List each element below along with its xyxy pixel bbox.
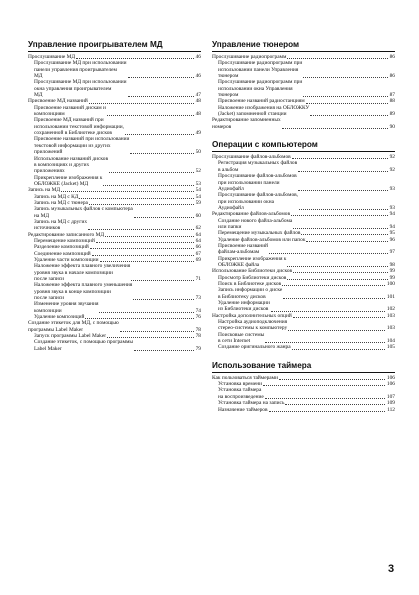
toc-entry	[212, 243, 395, 256]
toc-page-number: 74	[195, 307, 201, 314]
toc-entry	[28, 175, 201, 188]
toc-entry-title: Присвоение названий файлам-альбомам	[218, 242, 268, 256]
toc-entry-title: Создание этикеток для МД, с помощью программы Label Maker	[28, 320, 119, 333]
dot-leader	[61, 191, 194, 192]
toc-page-number: 96	[389, 236, 395, 243]
toc-page-number: 64	[195, 231, 201, 238]
toc-entry	[212, 407, 395, 413]
toc-entry-title: Запись на МД с других источников	[34, 218, 88, 232]
toc-page-number: 97	[389, 249, 395, 256]
dot-leader	[299, 209, 388, 210]
toc-entry-title: Перемещение музыкальных файлов	[218, 230, 301, 237]
toc-page-number: 101	[386, 293, 395, 300]
toc-entry-title: Установка времени	[218, 381, 262, 388]
dot-leader	[130, 153, 193, 154]
toc-entry	[28, 156, 201, 175]
toc-entry-title: Запись музыкальных файлов с компьютера на МД	[34, 206, 133, 219]
toc-entry	[212, 319, 395, 332]
dot-leader	[88, 229, 194, 230]
toc-entry	[212, 387, 395, 400]
toc-page-number: 92	[389, 166, 395, 173]
dot-leader	[293, 317, 385, 318]
section-title: Операции с компьютером	[212, 140, 395, 152]
toc-entry	[28, 339, 201, 352]
dot-leader	[107, 337, 194, 338]
page-number: 3	[388, 563, 395, 575]
dot-leader	[306, 241, 387, 242]
toc-entry-title: Установка таймера на запись	[218, 400, 285, 407]
toc-entry-title: Присвоение МД названий	[28, 98, 88, 105]
dot-leader	[288, 330, 385, 331]
dot-leader	[128, 77, 194, 78]
toc-page-number: 66	[195, 244, 201, 251]
toc-entry-title: Прослушивание файлов-альбомов	[212, 154, 291, 161]
toc-entry-title: Удаление композиций	[34, 314, 85, 321]
toc-page-number: 71	[195, 276, 201, 283]
dot-leader	[271, 311, 385, 312]
toc-entry-title: Прослушивание МД	[28, 54, 76, 60]
toc-section	[212, 361, 395, 413]
dot-leader	[105, 236, 194, 237]
dot-leader	[310, 115, 387, 116]
toc-entry-title: Запись на МД с тюнера	[34, 199, 88, 206]
dot-leader	[99, 312, 193, 313]
toc-entry	[212, 79, 395, 98]
toc-entry	[28, 105, 201, 118]
section-title: Управление тюнером	[212, 40, 395, 52]
toc-page-number: 102	[386, 306, 395, 313]
toc-entry-title: Присвоение МД названий при использовании текстовой информации, сохраненной в Библиотеке дисков	[34, 117, 124, 137]
toc-page-number: 64	[195, 237, 201, 244]
toc-entry-title: Поисковые системы в сети Internet	[218, 331, 265, 345]
section-title: Использование таймера	[212, 361, 395, 373]
toc-entry-title: Установка таймера на воспроизведение	[218, 387, 264, 400]
toc-entry	[212, 173, 395, 192]
dot-leader	[303, 77, 387, 78]
toc-entry-title: Запись на МД с КД	[34, 193, 79, 200]
toc-entry	[212, 287, 395, 300]
toc-page-number: 50	[195, 149, 201, 156]
dot-leader	[298, 190, 388, 191]
toc-page-number: 89	[389, 111, 395, 118]
toc-page-number: 106	[386, 374, 395, 381]
dot-leader	[109, 172, 194, 173]
toc-page-number: 73	[195, 295, 201, 302]
toc-page-number: 100	[386, 281, 395, 287]
toc-entry	[28, 282, 201, 301]
dot-leader	[292, 349, 385, 350]
toc-page-number: 105	[386, 344, 395, 351]
toc-page-number: 52	[195, 168, 201, 175]
toc-entry	[28, 206, 201, 219]
dot-leader	[92, 255, 194, 256]
section-title: Управление проигрывателем МД	[28, 40, 201, 52]
toc-entry-title: Прикрепление изображения к ОБЛОЖКЕ (Jacket) МД	[34, 174, 103, 187]
dot-leader	[120, 331, 194, 332]
toc-page-number: 93	[389, 185, 395, 192]
toc-page-number: 76	[195, 314, 201, 321]
dot-leader	[85, 318, 193, 319]
dot-leader	[301, 234, 387, 235]
toc-entry	[28, 60, 201, 79]
toc-page-number: 48	[195, 98, 201, 105]
dot-leader	[293, 228, 387, 229]
toc-page-number: 109	[386, 400, 395, 407]
toc-page-number: 86	[389, 73, 395, 80]
toc-entry-title: Прослушивание МД при использовании окна управления проигрывателем МД	[34, 79, 127, 99]
dot-leader	[287, 279, 387, 280]
toc-page-number: 112	[387, 406, 395, 413]
toc-entry-title: Разделение композиций	[34, 244, 89, 251]
toc-entry-title: Создание нового файла-альбома или папки	[218, 217, 293, 230]
dot-leader	[96, 242, 194, 243]
toc-page-number: 49	[195, 130, 201, 137]
toc-page-number: 79	[195, 345, 201, 352]
toc-page-number: 93	[389, 204, 395, 211]
toc-page-number: 104	[386, 338, 395, 345]
dot-leader	[107, 115, 194, 116]
toc-entry	[28, 320, 201, 333]
toc-entry-title: Прослушивание файлов-альбомов, при использовании окна Аудиофайл	[218, 192, 299, 211]
dot-leader	[76, 58, 194, 59]
toc-entry-title: Удаление информации из Библиотеки дисков	[218, 300, 270, 313]
toc-page-number: 48	[195, 111, 201, 118]
toc-entry	[212, 218, 395, 231]
toc-page-number: 54	[195, 193, 201, 200]
toc-page-number: 103	[386, 312, 395, 319]
toc-entry	[212, 192, 395, 211]
toc-entry-title: Редактирование файлов-альбомов	[212, 211, 291, 218]
toc-entry	[212, 105, 395, 118]
toc-entry	[212, 117, 395, 130]
toc-entry-title: Наложение изображения на ОБЛОЖКУ (Jacket) запомненной станции	[218, 104, 310, 118]
toc-page-number: 47	[195, 92, 201, 99]
toc-right-column	[212, 40, 395, 423]
dot-leader	[79, 198, 193, 199]
toc-page-number: 46	[195, 73, 201, 80]
toc-entry	[212, 160, 395, 173]
toc-page-number: 88	[389, 98, 395, 105]
dot-leader	[134, 217, 194, 218]
toc-entry-title: Запись на МД	[28, 187, 61, 194]
dot-leader	[89, 204, 194, 205]
toc-entry	[28, 219, 201, 232]
toc-entry-title: Создание этикеток, с помощью программы Label Maker	[34, 339, 134, 352]
toc-page-number: 103	[386, 325, 395, 332]
toc-entry-title: Прослушивание файлов-альбомов при использовании панели Аудиофайл	[218, 173, 297, 192]
toc-entry-title: Поиск в Библиотеке дисков	[218, 281, 282, 287]
toc-page-number: 95	[389, 230, 395, 237]
toc-entry-title: Удаление части композиции	[34, 257, 99, 263]
toc-entry-title: Как пользоваться таймерами	[212, 374, 278, 381]
dot-leader	[292, 158, 388, 159]
toc-entry-title: Прослушивание МД при использовании панели управления проигрывателем МД	[34, 60, 127, 80]
dot-leader	[287, 58, 387, 59]
dot-leader	[282, 128, 388, 129]
dot-leader	[128, 96, 194, 97]
toc-page-number: 87	[389, 92, 395, 99]
dot-leader	[265, 342, 385, 343]
toc-entry-title: Регистрация музыкальных файлов в альбом	[218, 160, 298, 173]
dot-leader	[90, 248, 194, 249]
toc-entry-title: Просмотр Библиотеки дисков	[218, 274, 287, 281]
toc-section	[212, 140, 395, 351]
toc-entry-title: Использование названий дисков в композициях и других приложениях	[34, 155, 108, 175]
toc-entry	[212, 256, 395, 269]
dot-leader	[282, 285, 385, 286]
toc-page-number: 94	[389, 211, 395, 218]
dot-leader	[285, 404, 384, 405]
toc-entry	[28, 263, 201, 282]
dot-leader	[265, 398, 385, 399]
toc-entry-title: Настройка аудиоподключения стерео-системы к компьютеру	[218, 319, 288, 332]
toc-entry-title: Прослушивание радиопрограмм при использовании окна Управления тюнером	[218, 79, 303, 99]
dot-leader	[131, 280, 193, 281]
dot-leader	[103, 185, 193, 186]
dot-leader	[263, 385, 385, 386]
dot-leader	[100, 261, 194, 262]
toc-entry-title: Изменение уровня звучания композиции	[34, 301, 99, 314]
toc-entry-title: Наложение эффекта плавного увеличения уровня звука в начале композиции после записи	[34, 263, 131, 283]
toc-page-number: 78	[195, 326, 201, 333]
dot-leader	[134, 350, 194, 351]
toc-page-number: 53	[195, 180, 201, 187]
toc-page-number: 86	[389, 54, 395, 60]
toc-page-number: 54	[195, 187, 201, 194]
toc-page-number: 99	[389, 268, 395, 275]
toc-page-number: 98	[389, 261, 395, 268]
toc-page-number: 78	[195, 333, 201, 340]
toc-page-number: 99	[389, 274, 395, 281]
dot-leader	[125, 134, 194, 135]
dot-leader	[279, 379, 385, 380]
toc-section	[28, 40, 201, 352]
toc-page-number: 59	[195, 199, 201, 206]
toc-page-number: 94	[389, 223, 395, 230]
dot-leader	[293, 272, 388, 273]
dot-leader	[89, 103, 194, 104]
toc-entry-title: Наложение эффекта плавного уменьшения уровня звука в конце композиции после записи	[34, 282, 133, 302]
toc-page-number: 106	[386, 381, 395, 388]
toc-entry-title: Присвоение названий дискам и композициям	[34, 104, 106, 118]
dot-leader	[303, 96, 387, 97]
toc-entry-title: Удаление файлов-альбомов или папок	[218, 236, 306, 243]
toc-entry-title: Создание оригинального жанра	[218, 344, 291, 351]
toc-entry-title: Редактирование записанного МД	[28, 231, 105, 238]
toc-page-number: 69	[195, 257, 201, 263]
toc-entry-title: Настройка дополнительных опций	[212, 312, 292, 319]
dot-leader	[287, 266, 387, 267]
toc-entry	[212, 332, 395, 345]
toc-entry-title: Прикрепление изображения к ОБЛОЖКЕ файла	[218, 255, 287, 268]
toc-page-number: 62	[195, 225, 201, 232]
toc-entry-title: Прослушивание радиопрограмм при использовании панели Управления тюнером	[218, 60, 303, 80]
toc-entry-title: Присвоение названий при использовании текстовой информации из других приложений	[34, 136, 130, 156]
toc-page-number: 92	[389, 154, 395, 161]
toc-entry-title: Присвоение названий радиостанциям	[218, 98, 305, 105]
toc-entry	[212, 344, 395, 350]
dot-leader	[283, 298, 385, 299]
dot-leader	[269, 253, 388, 254]
toc-entry-title: Перемещение композиций	[34, 237, 95, 244]
dot-leader	[133, 299, 193, 300]
toc-page-number: 60	[195, 212, 201, 219]
toc-entry-title: Прослушивание радиопрограмм	[212, 54, 287, 60]
toc-page-number: 67	[195, 250, 201, 257]
toc-entry	[212, 60, 395, 79]
toc-entry	[212, 300, 395, 313]
dot-leader	[269, 411, 386, 412]
toc-page-number: 90	[389, 123, 395, 130]
toc-entry	[28, 136, 201, 155]
toc-entry-title: Запуск программы Label Maker	[34, 333, 107, 340]
toc-entry	[28, 117, 201, 136]
toc-entry-title: Назначение таймеров	[218, 406, 268, 413]
dot-leader	[291, 215, 388, 216]
dot-leader	[306, 103, 388, 104]
dot-leader	[298, 171, 387, 172]
toc-section	[212, 40, 395, 130]
toc-entry	[28, 301, 201, 314]
toc-entry-title: Редактирование запомненных номеров	[212, 117, 281, 130]
toc-page-number: 46	[195, 54, 201, 60]
toc-entry-title: Запись информации о диске в Библиотеку дисков	[218, 287, 283, 300]
toc-left-column	[28, 40, 201, 362]
toc-entry-title: Использование Библиотеки дисков	[212, 268, 293, 275]
toc-entry-title: Соединение композиций	[34, 250, 91, 257]
toc-page-number: 107	[386, 393, 395, 400]
toc-entry	[28, 79, 201, 98]
